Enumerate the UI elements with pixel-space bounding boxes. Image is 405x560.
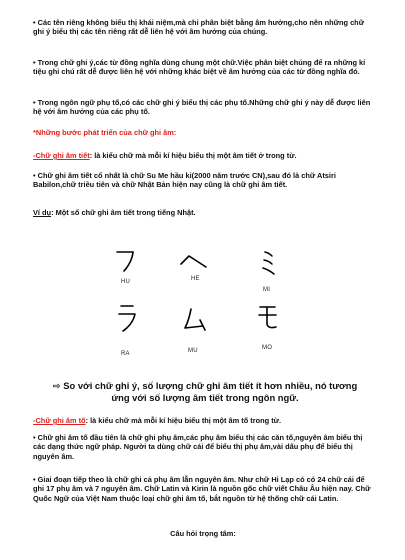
paragraph-consonant-writing: • Chữ ghi âm tố đầu tiên là chữ ghi phụ âm,các phụ âm biểu thị các căn tố,nguyên âm biểu thị các dạng thức ngữ pháp. Người ta dùng chữ cái để biểu thị phụ âm,vài dấu phụ để biểu thị nguyên âm. <box>33 433 363 461</box>
kana-he-glyph <box>179 252 209 270</box>
paragraph-affixes: • Trong ngôn ngữ phụ tố,có các chữ ghi ý biểu thị các phụ tố.Những chữ ghi ý này dễ được liên hệ với âm hưởng của các phụ tố. <box>33 98 371 117</box>
kana-ra-label: RA <box>121 351 130 357</box>
kana-he-label: HE <box>191 276 200 282</box>
paragraph-next-stage: • Giai đoạn tiếp theo là chữ ghi cả phụ âm lẫn nguyên âm. Như chữ Hi Lạp có có 24 chữ cái để ghi 17 phụ âm và 7 nguyên âm. Chữ Latin và Kirin là nguồn gốc chữ viết Châu Âu hiện nay. Chữ Quốc Ngữ của Việt Nam thuộc loại chữ ghi âm tố, bắt nguồn từ hệ thống chữ cái Latin. <box>33 475 371 503</box>
kana-hu-glyph <box>114 248 138 274</box>
syllabic-term: -Chữ ghi âm tiết <box>33 151 90 160</box>
example-label: Ví dụ <box>33 208 52 217</box>
kana-mi-glyph <box>258 248 280 278</box>
phoneme-term: -Chữ ghi âm tố <box>33 416 86 425</box>
kana-mi-label: MI <box>263 287 271 293</box>
kana-mo-label: MO <box>262 345 273 351</box>
kana-mu-glyph <box>181 306 209 334</box>
syllabic-definition-text: : là kiểu chữ mà mỗi kí hiệu biểu thị một âm tiết ở trong từ. <box>89 151 297 160</box>
kana-ra-glyph <box>116 302 140 334</box>
phoneme-definition-text: : là kiểu chữ mà mỗi kí hiệu biểu thị một âm tố trong từ. <box>85 416 282 425</box>
example-line <box>33 208 373 217</box>
example-text: : Một số chữ ghi âm tiết trong tiếng Nhật. <box>51 208 196 217</box>
heading-development-steps: *Những bước phát triển của chữ ghi âm: <box>33 128 177 137</box>
kana-mu-label: MU <box>188 348 198 354</box>
syllabic-definition <box>33 151 373 160</box>
key-question-heading: Câu hỏi trọng tâm: <box>170 529 236 538</box>
paragraph-proper-names: • Các tên riêng không biểu thị khái niệm,mà chỉ phân biệt bằng âm hưởng,cho nên những chữ ghi ý biểu thị các tên riêng rất dễ liên hệ với âm hưởng của chúng. <box>33 18 365 37</box>
kana-hu-label: HU <box>121 279 131 285</box>
comparison-statement: ⇨ So với chữ ghi ý, số lượng chữ ghi âm tiết ít hơn nhiều, nó tương ứng với số lượng âm tiết trong ngôn ngữ. <box>52 380 358 403</box>
phoneme-definition <box>33 416 373 425</box>
kana-mo-glyph <box>256 302 280 332</box>
paragraph-synonyms: • Trong chữ ghi ý,các từ đồng nghĩa dùng chung một chữ.Việc phân biệt chúng để ra những kí tiệu ghi chú rất dễ được liên hệ với những khác biệt về âm hưởng của các từ đồng nghĩa đó. <box>33 58 366 77</box>
paragraph-oldest-syllabic: • Chữ ghi âm tiết cổ nhất là chữ Su Me hầu ki(2000 năm trước CN),sau đó là chữ Atsiri Babilon,chữ triều tiên và chữ Nhật Bản hiện nay cũng là chữ ghi âm tiết. <box>33 171 336 190</box>
